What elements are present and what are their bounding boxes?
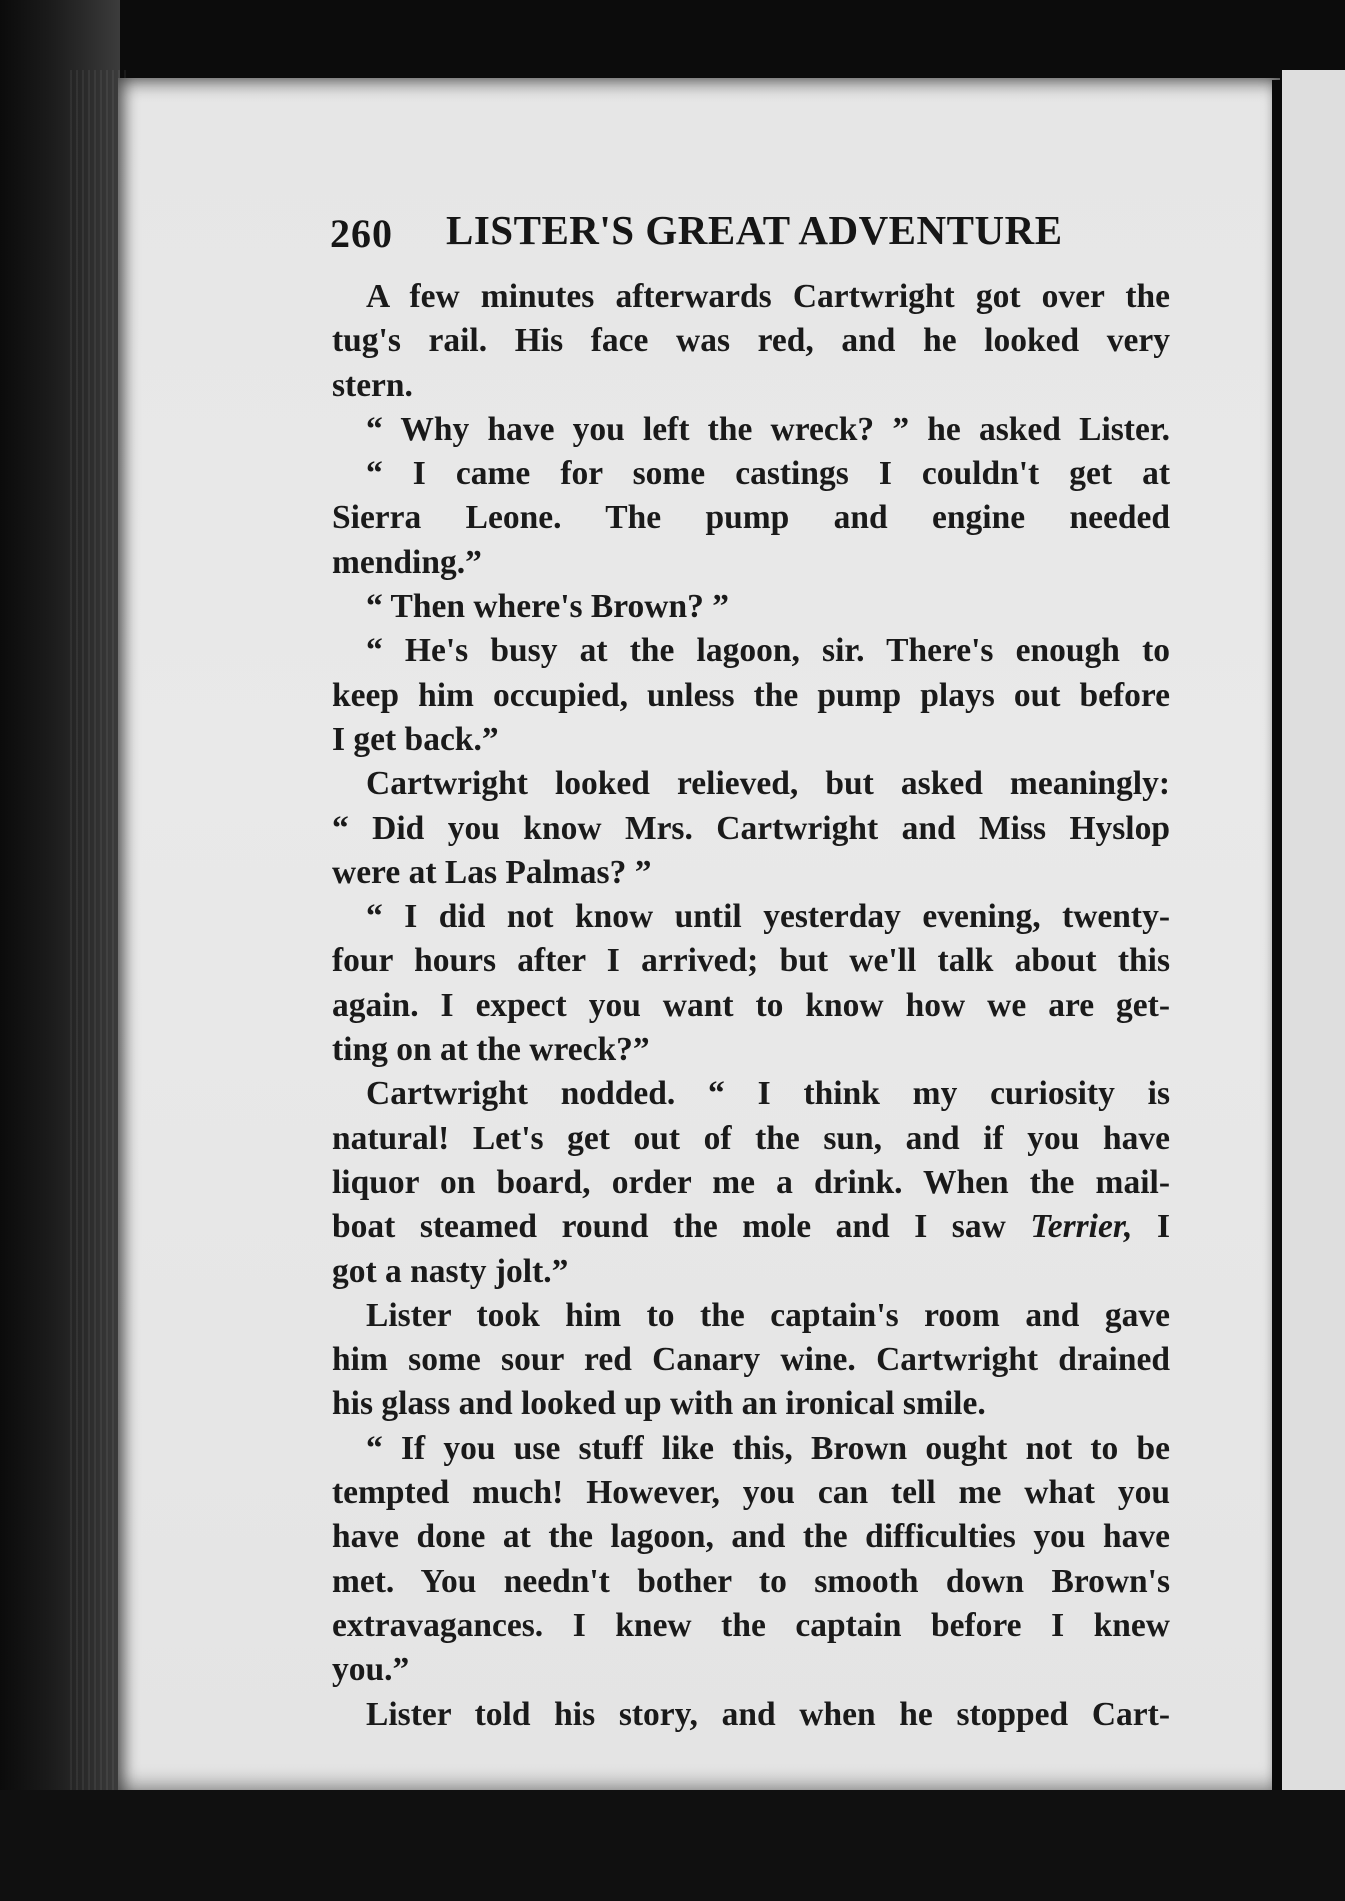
text-line: met. You needn't bother to smooth down Brown's: [332, 1562, 1170, 1600]
italic-ship-name: Terrier,: [1030, 1208, 1133, 1246]
text-line: were at Las Palmas? ”: [332, 853, 652, 891]
text-line: stern.: [332, 366, 413, 404]
text-line: extravagances. I knew the captain before I knew: [332, 1606, 1170, 1644]
text-line: natural! Let's get out of the sun, and if you have: [332, 1119, 1170, 1157]
text-line: A few minutes afterwards Cartwright got over the: [366, 278, 1170, 315]
body-text: [332, 275, 1170, 1737]
text-line: have done at the lagoon, and the difficulties you have: [332, 1518, 1170, 1556]
text-line: keep him occupied, unless the pump plays out before: [332, 676, 1170, 714]
text-line: mending.”: [332, 543, 482, 581]
text-line: “ Why have you left the wreck? ” he asked Lister.: [366, 410, 1170, 448]
text-line: “ Did you know Mrs. Cartwright and Miss Hyslop: [332, 809, 1170, 847]
adjacent-page-sliver: [1282, 70, 1345, 1810]
text-line: “ He's busy at the lagoon, sir. There's enough to: [366, 632, 1170, 670]
text-line: boat steamed round the mole and I saw Terrier, I: [332, 1208, 1170, 1246]
text-line: his glass and looked up with an ironical smile.: [332, 1385, 986, 1423]
text-line: “ If you use stuff like this, Brown ought not to be: [366, 1429, 1170, 1467]
text-line: Cartwright looked relieved, but asked meaningly:: [366, 765, 1170, 803]
text-line: again. I expect you want to know how we are get-: [332, 986, 1170, 1024]
page-number: 260: [330, 211, 393, 256]
scan-top-border: [0, 0, 1345, 82]
text-line: tug's rail. His face was red, and he looked very: [332, 322, 1170, 360]
page-edge-rule: [1272, 80, 1282, 1810]
text-line: I get back.”: [332, 720, 499, 758]
running-title: LISTER'S GREAT ADVENTURE: [446, 207, 1063, 253]
text-line: got a nasty jolt.”: [332, 1252, 569, 1290]
text-line: liquor on board, order me a drink. When the mail-: [332, 1163, 1170, 1201]
text-line: Cartwright nodded. “ I think my curiosity is: [366, 1075, 1170, 1113]
text-line: Lister took him to the captain's room and gave: [366, 1296, 1170, 1334]
text-line: you.”: [332, 1651, 410, 1689]
text-line: “ Then where's Brown? ”: [366, 588, 729, 626]
text-line: “ I did not know until yesterday evening, twenty-: [366, 898, 1170, 936]
text-line: “ I came for some castings I couldn't get at: [366, 455, 1170, 493]
text-line: him some sour red Canary wine. Cartwright drained: [332, 1341, 1170, 1379]
page-header: [330, 206, 1070, 262]
text-line: ting on at the wreck?”: [332, 1031, 650, 1069]
text-line: Lister told his story, and when he stopped Cart-: [366, 1695, 1170, 1733]
scan-bottom-border: [0, 1790, 1345, 1901]
text-line: Sierra Leone. The pump and engine needed: [332, 499, 1170, 537]
text-line: four hours after I arrived; but we'll talk about this: [332, 942, 1170, 980]
text-line: tempted much! However, you can tell me what you: [332, 1474, 1170, 1512]
